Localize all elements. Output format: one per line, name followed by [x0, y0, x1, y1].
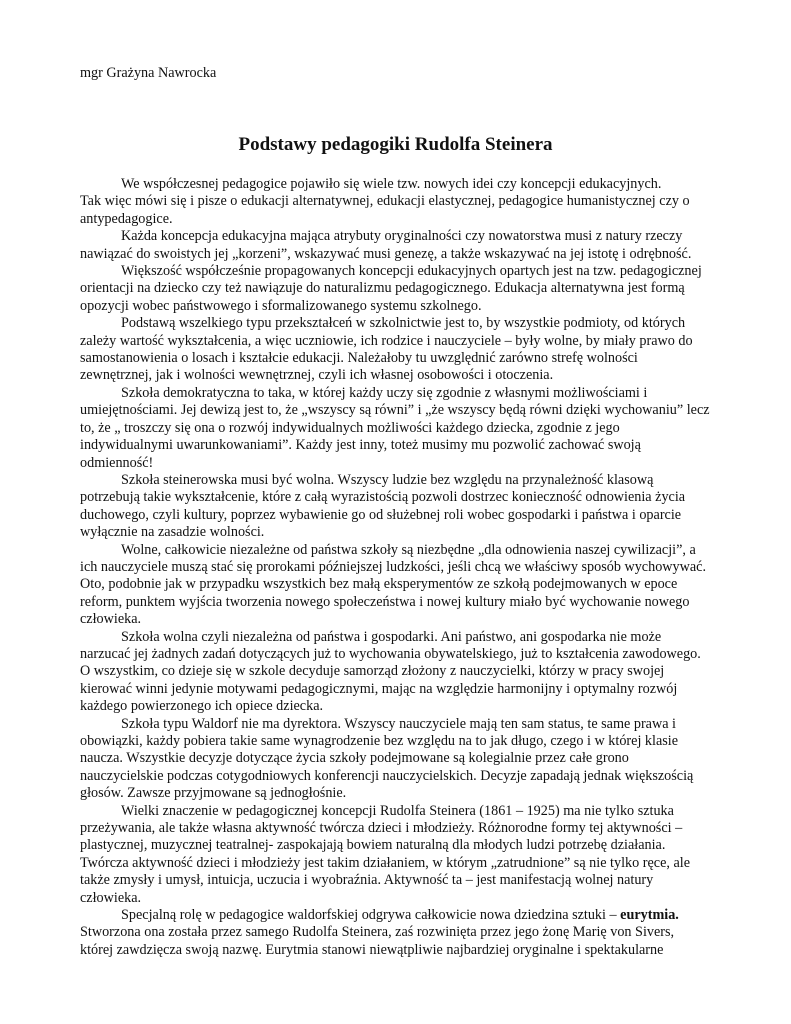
text-line-content: narzucać jej żadnych zadań dotyczących już to wychowania obywatelskiego, już to kształcenia zawodowego.: [80, 645, 701, 662]
text-line-content: kierować winni jedynie motywami pedagogicznymi, mając na względzie harmonijny i optymalny rozwój: [80, 680, 678, 697]
text-line-content: Szkoła steinerowska musi być wolna. Wszyscy ludzie bez względu na przynależność klasową: [121, 471, 654, 488]
text-line-content: to, że „ troszczy się ona o rozwój indywidualnych możliwości każdego dziecka, zgodnie z jego: [80, 419, 620, 436]
text-line: [80, 611, 740, 628]
text-line: [80, 176, 740, 193]
text-line-content: przeżywania, ale także własna aktywność twórcza dzieci i młodzieży. Różnorodne formy tej aktywności –: [80, 820, 683, 837]
text-line-content: samostanowienia o losach i kształcie edukacji. Należałoby tu uwzględnić zarówno strefę wolności: [80, 350, 638, 367]
text-line-content: O wszystkim, co dzieje się w szkole decyduje samorząd złożony z nauczycielki, którzy w pracy swojej: [80, 663, 665, 680]
text-line: [80, 420, 740, 437]
bold-term: eurytmia.: [620, 907, 679, 924]
text-line: [80, 524, 740, 541]
text-line: [80, 228, 740, 245]
text-line: [80, 681, 740, 698]
text-line: [80, 716, 740, 733]
text-line-content: plastycznej, muzycznej teatralnej- zaspokajają bowiem naturalną dla młodych ludzi potrzebę działania.: [80, 837, 666, 854]
text-line: [80, 280, 740, 297]
text-line-content: Tak więc mówi się i pisze o edukacji alternatywnej, edukacji elastycznej, pedagogice humanistycznej czy o: [80, 193, 690, 210]
text-line: [80, 924, 740, 941]
text-line: [80, 193, 740, 210]
text-line: [80, 594, 740, 611]
text-line-content: Szkoła typu Waldorf nie ma dyrektora. Wszyscy nauczyciele mają ten sam status, te same prawa i: [121, 715, 677, 732]
text-line-content: Większość współcześnie propagowanych koncepcji edukacyjnych opartych jest na tzw. pedagogicznej: [121, 263, 702, 280]
text-line: [80, 211, 740, 228]
text-line-content: Szkoła demokratyczna to taka, w której każdy uczy się zgodnie z własnymi możliwościami i: [121, 384, 648, 401]
text-line: [80, 785, 740, 802]
text-line-content: której zawdzięcza swoją nazwę. Eurytmia stanowi niewątpliwie najbardziej oryginalne i spektakularne: [80, 941, 664, 958]
text-line: [80, 942, 740, 959]
text-line: [80, 750, 740, 767]
text-line: [80, 437, 740, 454]
text-line-content: Oto, podobnie jak w przypadku wszystkich bez małą eksperymentów ze szkołą podejmowanych w epoce: [80, 576, 678, 593]
text-line: [80, 385, 740, 402]
text-line: [80, 663, 740, 680]
text-line: [80, 837, 740, 854]
text-line-content: Specjalną rolę w pedagogice waldorfskiej odgrywa całkowicie nowa dziedzina sztuki –: [121, 907, 621, 924]
text-line-content: odmienność!: [80, 454, 154, 471]
text-line-content: także zmysły i umysł, intuicja, uczucia i wyobraźnia. Aktywność ta – jest manifestacją wolnej natury: [80, 872, 654, 889]
text-line: [80, 855, 740, 872]
text-line-content: opozycji wobec państwowego i sformalizowanego systemu szkolnego.: [80, 297, 482, 314]
text-line: [80, 803, 740, 820]
text-line-content: ich nauczyciele muszą stać się prorokami późniejszej ludzkości, jeśli chcą we właściwy sposób wychowywać.: [80, 558, 707, 575]
text-line-content: antypedagogice.: [80, 210, 173, 227]
text-line-content: Każda koncepcja edukacyjna mająca atrybuty oryginalności czy nowatorstwa musi z natury rzeczy: [121, 228, 683, 245]
text-line-content: głosów. Zawsze przyjmowane są jednogłośnie.: [80, 785, 347, 802]
text-line-content: człowieka.: [80, 611, 142, 628]
text-line-content: wyłącznie na zasadzie wolności.: [80, 524, 265, 541]
text-line: [80, 559, 740, 576]
text-line-content: nauczycielskie podczas cotygodniowych konferencji nauczycielskich. Decyzje zapadają jednak większością: [80, 767, 694, 784]
text-line-content: indywidualnymi uwarunkowaniami”. Każdy jest inny, toteż musimy mu pozwolić zachować swoją: [80, 437, 641, 454]
text-line-content: każdego powierzonego ich opiece dziecka.: [80, 698, 324, 715]
text-line: [80, 455, 740, 472]
text-line: [80, 820, 740, 837]
text-line: [80, 402, 740, 419]
text-line-content: Szkoła wolna czyli niezależna od państwa i gospodarki. Ani państwo, ani gospodarka nie może: [121, 628, 662, 645]
text-line: [80, 768, 740, 785]
text-line: [80, 646, 740, 663]
text-line-content: Stworzona ona została przez samego Rudolfa Steinera, zaś rozwinięta przez jego żonę Marię von Sivers,: [80, 924, 675, 941]
text-line: [80, 507, 740, 524]
document-title: Podstawy pedagogiki Rudolfa Steinera: [238, 134, 553, 155]
body-text: [80, 176, 740, 959]
text-line-content: naucza. Wszystkie decyzje dotyczące życia szkoły podejmowane są kolegialnie przez całe grono: [80, 750, 629, 767]
text-line: [80, 698, 740, 715]
text-line: [80, 629, 740, 646]
text-line: [80, 333, 740, 350]
text-line-content: Wolne, całkowicie niezależne od państwa szkoły są niezbędne „dla odnowienia naszej cywilizacji”, a: [121, 541, 696, 558]
text-line-content: nawiązać do swoistych jej „korzeni”, wskazywać musi genezę, a także wskazywać na jej istotę i odrębność.: [80, 245, 692, 262]
text-line: [80, 246, 740, 263]
text-line: [80, 907, 740, 924]
text-line-content: obowiązki, każdy pobiera takie same wynagrodzenie bez względu na to jak długo, czego i w której klasie: [80, 733, 679, 749]
text-line: [80, 489, 740, 506]
text-line-content: umiejętnościami. Jej dewizą jest to, że „wszyscy są równi” i „że wszyscy będą równi dzięki wychowaniu” lecz: [80, 402, 710, 419]
text-line-content: reform, punktem wyjścia tworzenia nowego społeczeństwa i nowej kultury miało być wychowanie nowego: [80, 593, 690, 610]
text-line: [80, 350, 740, 367]
text-line-content: Podstawą wszelkiego typu przekształceń w szkolnictwie jest to, by wszystkie podmioty, od których: [121, 315, 686, 332]
text-line: [80, 733, 740, 750]
author-line: mgr Grażyna Nawrocka: [80, 65, 217, 81]
text-line-content: zewnętrznej, jak i wolności wewnętrznej, czyli ich własnej osobowości i otoczenia.: [80, 367, 554, 384]
text-line-content: orientacji na dziecko czy też nawiązuje do naturalizmu pedagogicznego. Edukacja alternatywna jest formą: [80, 280, 685, 297]
text-line: [80, 263, 740, 280]
text-line: [80, 576, 740, 593]
text-line: [80, 890, 740, 907]
text-line: [80, 542, 740, 559]
text-line: [80, 367, 740, 384]
text-line-content: We współczesnej pedagogice pojawiło się wiele tzw. nowych idei czy koncepcji edukacyjnych.: [121, 176, 662, 192]
text-line: [80, 872, 740, 889]
text-line-content: Wielki znaczenie w pedagogicznej koncepcji Rudolfa Steinera (1861 – 1925) ma nie tylko sztuka: [121, 802, 674, 819]
text-line-content: potrzebują takie wykształcenie, które z całą wyrazistością pozwoli dostrzec konieczność odnowienia życia: [80, 489, 686, 506]
text-line-content: Twórcza aktywność dzieci i młodzieży jest takim działaniem, w którym „zatrudnione” są nie tylko ręce, ale: [80, 854, 691, 871]
text-line: [80, 315, 740, 332]
text-line: [80, 472, 740, 489]
text-line-content: zależy wartość wykształcenia, a więc uczniowie, ich rodzice i nauczyciele – były wolne, by miały prawo do: [80, 332, 693, 349]
text-line-content: duchowego, czyli kultury, poprzez wybawienie go od służebnej roli wobec gospodarki i państwa i oparcie: [80, 506, 682, 523]
text-line-content: człowieka.: [80, 889, 142, 906]
text-line: [80, 298, 740, 315]
